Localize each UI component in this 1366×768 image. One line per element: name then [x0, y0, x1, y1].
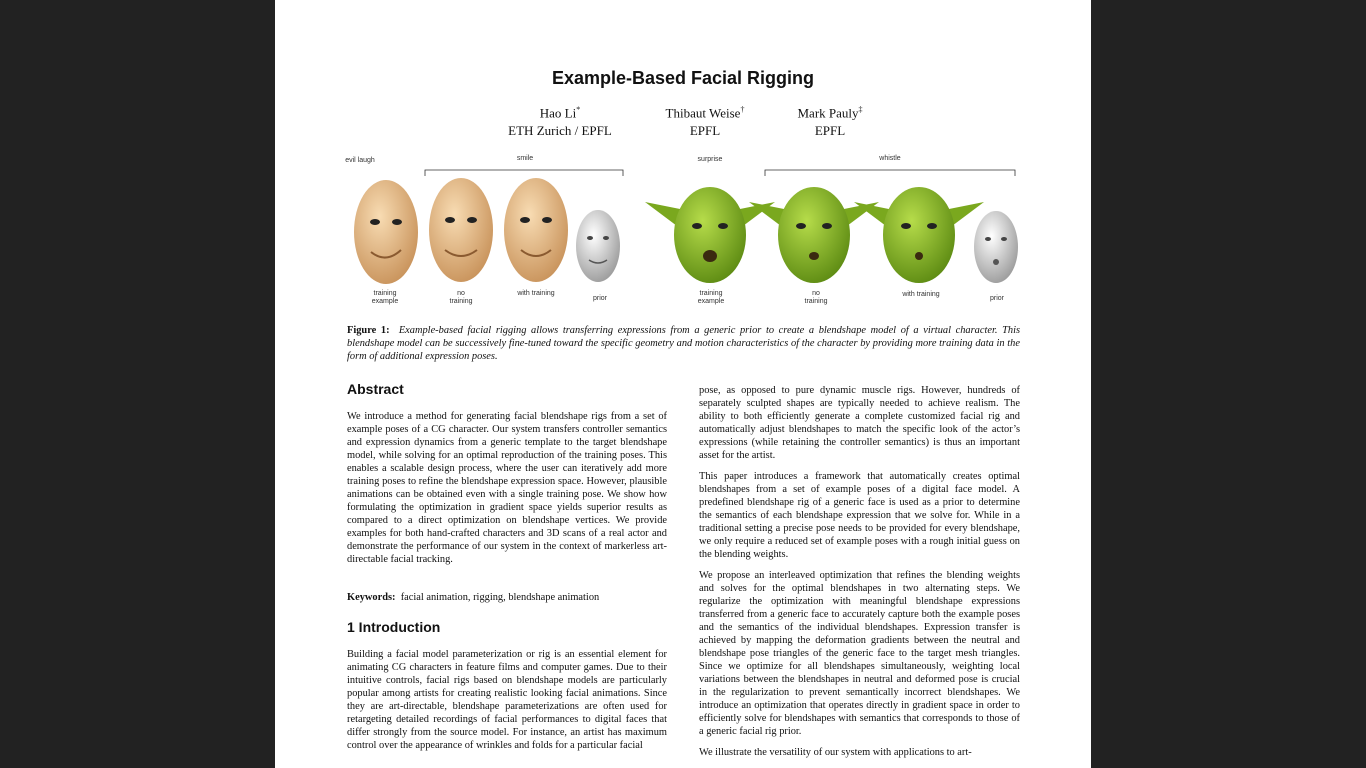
- paragraph: We illustrate the versatility of our system with applications to art-: [699, 747, 972, 758]
- author-affiliation: ETH Zurich / EPFL: [508, 123, 612, 139]
- paper-page: [275, 0, 1091, 768]
- label-prior: prior: [592, 295, 607, 302]
- face-smile-no-training: [429, 178, 493, 282]
- face-prior-human: [576, 210, 620, 282]
- author-2: [635, 101, 775, 140]
- author-name: Thibaut Weise: [665, 105, 741, 121]
- label-no-training: no training: [804, 290, 828, 305]
- smile-bracket: [425, 170, 623, 176]
- face-whistle-with-training: [854, 187, 984, 283]
- author-3: [765, 101, 895, 140]
- author-name: Mark Pauly: [797, 105, 859, 121]
- author-mark: ‡: [858, 105, 863, 114]
- caption-text: Example-based facial rigging allows transferring expressions from a generic prior to create a blendshape model of a virtual character. This blendshape model can be successively fine-tuned toward the specific geometry and motion characteristics of the character by providing more training data in the form of additional expression poses.: [347, 325, 1020, 362]
- paragraph: This paper introduces a framework that automatically creates optimal blendshapes from a set of example poses of a digital face model. A predefined blendshape rig of a generic face is used as a prior to determine the semantics of each blendshape expression that we solve for. While in a traditional setting a precise pose needs to be provided for every blendshape, we only require a reduced set of example poses with a rough initial guess on the blending weights.: [699, 471, 1020, 560]
- author-mark: †: [740, 105, 745, 114]
- abstract-heading: Abstract: [347, 381, 404, 397]
- label-with-training: with training: [517, 290, 555, 297]
- author-affiliation: EPFL: [689, 123, 721, 139]
- label-no-training: no training: [449, 290, 473, 305]
- author-1: [470, 101, 650, 140]
- figure-caption: [347, 324, 1020, 363]
- label-training-example: training example: [371, 290, 399, 305]
- face-whistle-no-training: [749, 187, 879, 283]
- face-surprise: [645, 187, 775, 283]
- label-smile: smile: [516, 155, 534, 162]
- author-affiliation: EPFL: [814, 123, 846, 139]
- label-with-training: with training: [902, 291, 940, 298]
- label-surprise: surprise: [697, 156, 723, 163]
- intro-heading: 1 Introduction: [347, 619, 441, 635]
- caption-label: Figure 1:: [347, 325, 390, 336]
- whistle-bracket: [765, 170, 1015, 176]
- face-evil-laugh: [354, 180, 418, 284]
- figure-1: [345, 150, 1025, 315]
- paragraph: pose, as opposed to pure dynamic muscle rigs. However, hundreds of separately sculpted shapes are typically needed to achieve realism. The ability to both efficiently generate a complete customized facial rig and automatically adjust blendshapes to match the specific look of the actor’s expressions (while retaining the controller semantics) is thus an important asset for the artist.: [699, 385, 1020, 461]
- face-prior-goblin: [974, 211, 1018, 283]
- intro-body: [347, 648, 667, 760]
- author-name: Hao Li: [539, 105, 577, 121]
- keywords-label: Keywords:: [347, 592, 396, 603]
- label-prior: prior: [989, 295, 1004, 302]
- abstract-text: We introduce a method for generating facial blendshape rigs from a set of example poses of a CG character. Our system transfers controller semantics and expression dynamics from a generic template to the target blendshape model, while solving for an optimal reproduction of the training poses. This enables a scalable design process, where the user can iteratively add more training poses to refine the blendshape expression space. However, plausible animations can be obtained even with a single training pose. We show how formulating the optimization in gradient space yields superior results as compared to a direct optimization on blendshape vertices. We provide examples for both hand-crafted characters and 3D scans of a real actor and demonstrate the performance of our system in the context of markerless art-directable facial tracking.: [347, 411, 667, 565]
- paragraph: We propose an interleaved optimization that refines the blending weights and solves for the optimal blendshapes in two alternating steps. We regularize the optimization with meaningful blendshape expressions transferred from a generic face to accurately capture both the example poses and the semantics of the individual blendshapes. Expression transfer is achieved by mapping the deformation gradients between the neutral and blendshape pose triangles of the generic face to the target mesh triangles. Since we optimize for all blendshapes simultaneously, weighting local variations between the blendshapes in neutral and deformed pose is crucial in the regularization to prevent semantically incorrect blendshapes. We introduce an optimization that operates directly in gradient space in order to efficiently solve for blendshapes with semantics that corresponds to those of a generic facial rig prior.: [699, 570, 1020, 737]
- label-whistle: whistle: [879, 155, 901, 162]
- keywords: [347, 591, 667, 604]
- author-mark: *: [576, 105, 581, 114]
- label-evil-laugh: evil laugh: [345, 157, 375, 164]
- abstract-body: [347, 410, 667, 574]
- paper-title: Example-Based Facial Rigging: [551, 68, 815, 88]
- face-smile-with-training: [504, 178, 568, 282]
- right-column: [699, 384, 1020, 767]
- keywords-text: facial animation, rigging, blendshape animation: [400, 592, 600, 603]
- intro-text: Building a facial model parameterization or rig is an essential element for animating CG characters in feature films and computer games. Due to their intuitive controls, facial rigs based on blendshape models are particularly popular among artists for creating realistic looking facial animations. Since they are art-directable, blendshape parameterizations are often used for retargeting detailed recordings of facial performances to digital faces that differ strongly from the source model. For instance, an artist has maximum control over the appearance of wrinkles and folds for a particular facial: [347, 649, 667, 751]
- label-training-example: training example: [697, 290, 725, 305]
